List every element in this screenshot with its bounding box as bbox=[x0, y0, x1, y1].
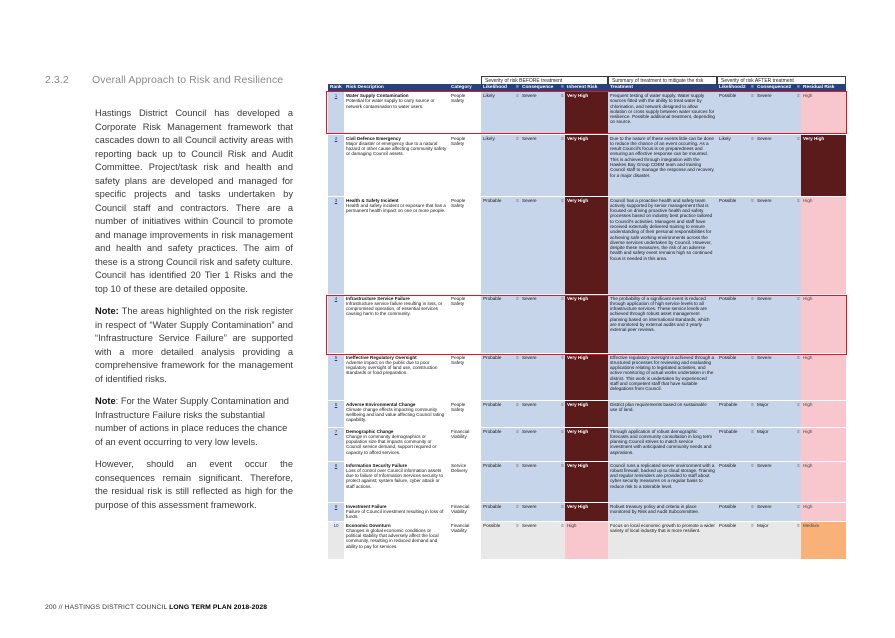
marker-cell: ≡ bbox=[514, 134, 520, 196]
note-text: The areas highlighted on the risk register in respect of “Water Supply Contamination” and “Infrastructure Service Failure” are supported with a more detailed analysis providing a comprehensive framework for the management of identified risks. bbox=[95, 306, 293, 384]
table-row bbox=[328, 502, 846, 521]
note-label: Note: bbox=[95, 306, 119, 316]
category-cell bbox=[449, 353, 481, 400]
table-row bbox=[328, 196, 846, 294]
consequence-cell bbox=[520, 196, 559, 294]
description-cell bbox=[344, 502, 449, 521]
likelihood-2-value: Probable bbox=[719, 401, 738, 407]
marker-cell: ≡ bbox=[795, 502, 801, 521]
treatment-text: Through application of robust demographic forecasts and community consultation in long term planning Council strives to match service investment with anticipated community needs and aspirations. bbox=[610, 428, 713, 455]
consequence-value: Severe bbox=[522, 135, 537, 141]
treatment-text: Robust treasury policy and criteria in place monitored by Risk and Audit Subcommittee. bbox=[610, 503, 700, 514]
consequence-value: Severe bbox=[522, 401, 537, 407]
likelihood-cell bbox=[481, 92, 514, 134]
category-value: Financial Viability bbox=[451, 522, 470, 533]
rank-number: 10 bbox=[333, 522, 339, 528]
treatment-cell bbox=[608, 92, 717, 134]
treatment-text: Effective regulatory oversight is achieved through a structured processes for reviewing and evaluating applications relating to legislated activities, and active monitoring of actual works undertaken in the district. This work is undertaken by experienced staff and competent staff that have suitable delegations from Council. bbox=[610, 354, 715, 392]
residual-risk-value: High bbox=[803, 295, 813, 301]
table-row bbox=[328, 92, 846, 134]
rank-number: 6 bbox=[334, 401, 338, 407]
risk-description: Health and safety incident or exposure that has a permanent health impact on one or more people. bbox=[346, 202, 446, 214]
inherent-risk-value: Very High bbox=[567, 135, 589, 141]
table-row bbox=[328, 353, 846, 400]
marker-cell: ≡ bbox=[514, 92, 520, 134]
marker-cell: ≡ bbox=[749, 427, 755, 461]
intro-paragraph: Hastings District Council has developed a Corporate Risk Management framework that cascades down to all Council activity areas with reporting back up to Council Risk and Audit Committee. Project/task risk and health and safety plans are developed and managed for specific projects and tasks undertaken by Council staff and contractors. There are a number of initiatives within Council to promote and manage improvements in risk management and health and safety practices. The aim of these is a strong Council risk and safety culture. Council has identified 20 Tier 1 Risks and the top 10 of these are detailed opposite. bbox=[95, 108, 293, 294]
marker-cell: ≡ bbox=[795, 427, 801, 461]
category-cell bbox=[449, 196, 481, 294]
marker-cell: ≡ bbox=[795, 294, 801, 353]
consequence-cell bbox=[520, 400, 559, 427]
consequence-2-cell bbox=[755, 92, 795, 134]
residual-risk-cell bbox=[801, 521, 846, 559]
rank-cell bbox=[328, 461, 344, 502]
marker-cell: ≡ bbox=[559, 134, 565, 196]
likelihood-cell bbox=[481, 294, 514, 353]
description-cell bbox=[344, 294, 449, 353]
consequence-value: Severe bbox=[522, 462, 537, 468]
table-row bbox=[328, 427, 846, 461]
likelihood-value: Probable bbox=[483, 354, 502, 360]
marker-cell: ≡ bbox=[795, 461, 801, 502]
inherent-risk-value: Very High bbox=[567, 197, 589, 203]
description-cell bbox=[344, 353, 449, 400]
treatment-cell bbox=[608, 196, 717, 294]
description-cell bbox=[344, 427, 449, 461]
risk-description: Adverse impact on the public due to poor regulatory oversight of land use, construction standards or food preparation. bbox=[346, 359, 438, 376]
marker-cell: ≡ bbox=[795, 134, 801, 196]
residual-risk-cell bbox=[801, 294, 846, 353]
section-title: Overall Approach to Risk and Resilience bbox=[92, 74, 284, 86]
marker-cell: ≡ bbox=[795, 353, 801, 400]
rank-cell bbox=[328, 502, 344, 521]
likelihood-2-cell bbox=[717, 196, 749, 294]
residual-risk-cell bbox=[801, 427, 846, 461]
consequence-2-cell bbox=[755, 353, 795, 400]
col-inherent-risk: Inherent Risk bbox=[565, 84, 608, 92]
rank-number: 4 bbox=[334, 295, 338, 301]
likelihood-2-value: Probable bbox=[719, 428, 738, 434]
residual-risk-value: High bbox=[803, 462, 813, 468]
table-row bbox=[328, 521, 846, 559]
rank-cell bbox=[328, 134, 344, 196]
page-footer bbox=[45, 604, 267, 611]
consequence-cell bbox=[520, 461, 559, 502]
inherent-risk-cell bbox=[565, 294, 608, 353]
residual-risk-cell bbox=[801, 461, 846, 502]
residual-risk-value: High bbox=[803, 428, 813, 434]
risk-title: Civil Defence Emergency bbox=[346, 135, 401, 141]
marker-cell: ≡ bbox=[514, 400, 520, 427]
inherent-risk-value: High bbox=[567, 522, 577, 528]
likelihood-2-value: Possible bbox=[719, 503, 737, 509]
group-before-treatment: Severity of risk BEFORE treatment bbox=[481, 76, 608, 84]
likelihood-value: Probable bbox=[483, 197, 502, 203]
treatment-text: Focus on local economic growth to promote a wider variety of local industry that is more resilient. bbox=[610, 522, 715, 533]
rank-number: 3 bbox=[334, 197, 338, 203]
likelihood-value: Probable bbox=[483, 428, 502, 434]
category-value: People Safety bbox=[451, 135, 466, 146]
rank-cell bbox=[328, 400, 344, 427]
category-cell bbox=[449, 400, 481, 427]
rank-number: 1 bbox=[334, 93, 338, 98]
group-treatment: Summary of treatment to mitigate the risk bbox=[608, 76, 717, 84]
consequence-2-cell bbox=[755, 400, 795, 427]
risk-title: Water Supply Contamination bbox=[346, 93, 409, 98]
category-cell bbox=[449, 134, 481, 196]
residual-risk-cell bbox=[801, 502, 846, 521]
marker-cell: ≡ bbox=[559, 521, 565, 559]
marker-cell: ≡ bbox=[749, 92, 755, 134]
risk-description: Major disaster or emergency due to a natural hazard or other cause affecting community safety or damaging Council assets. bbox=[346, 140, 447, 157]
treatment-cell bbox=[608, 461, 717, 502]
residual-risk-value: High bbox=[803, 197, 813, 203]
likelihood-2-cell bbox=[717, 427, 749, 461]
inherent-risk-cell bbox=[565, 353, 608, 400]
risk-title: Health & Safety Incident bbox=[346, 197, 399, 203]
consequence-value: Severe bbox=[522, 354, 537, 360]
consequence-2-cell bbox=[755, 134, 795, 196]
category-cell bbox=[449, 521, 481, 559]
col-filter: ≡ bbox=[516, 85, 519, 91]
inherent-risk-value: Very High bbox=[567, 295, 589, 301]
risk-title: Economic Downturn bbox=[346, 522, 391, 528]
consequence-2-cell bbox=[755, 502, 795, 521]
treatment-text: Council runs a replicated server environment with a robust firewall, backed up to cloud storage. Training and regular reminders are provided to staff about cyber security measures on a regular basis to reduce risk to a tolerable level. bbox=[610, 462, 715, 489]
likelihood-cell bbox=[481, 461, 514, 502]
category-cell bbox=[449, 92, 481, 134]
risk-description: Loss of control over Council information assets due to failure of Information Services security to protect against; system failure, cyber attack or staff actions. bbox=[346, 467, 444, 489]
category-value: Service Delivery bbox=[451, 462, 468, 473]
rank-number: 5 bbox=[334, 354, 338, 360]
marker-cell: ≡ bbox=[559, 400, 565, 427]
treatment-cell bbox=[608, 353, 717, 400]
category-cell bbox=[449, 461, 481, 502]
consequence-cell bbox=[520, 353, 559, 400]
likelihood-value: Probable bbox=[483, 462, 502, 468]
body-text bbox=[95, 107, 293, 521]
consequence-2-cell bbox=[755, 196, 795, 294]
col-treatment: Treatment bbox=[608, 84, 717, 92]
risk-title: Infrastructure Service Failure bbox=[346, 295, 410, 301]
risk-description: Potential for water supply to carry source or network contamination to water users. bbox=[346, 98, 435, 109]
risk-description: Changes in global economic conditions or political stability that adversely affect the local community, resulting in reduced demand and ability to pay for services. bbox=[346, 527, 439, 549]
rank-number: 9 bbox=[334, 503, 338, 509]
inherent-risk-cell bbox=[565, 502, 608, 521]
col-filter: ≡ bbox=[751, 85, 754, 91]
likelihood-cell bbox=[481, 502, 514, 521]
rank-cell bbox=[328, 92, 344, 134]
consequence-2-value: Major bbox=[757, 428, 769, 434]
marker-cell: ≡ bbox=[514, 427, 520, 461]
consequence-2-value: Severe bbox=[757, 135, 772, 141]
category-value: People Safety bbox=[451, 354, 466, 365]
inherent-risk-cell bbox=[565, 134, 608, 196]
consequence-value: Severe bbox=[522, 428, 537, 434]
marker-cell: ≡ bbox=[514, 196, 520, 294]
treatment-text: Council has a proactive health and safety team actively supported by senior management that is focused on driving proactive health and safety processes based on industry best practice tailored to Council's activities. Managers and staff have received externally delivered training to ensure understanding of their personal responsibilities for achieving safe working environments across the diverse services undertaken by Council. However, despite these measures, the risk of an adverse health and safety event remains high so continued focus is needed in this area. bbox=[610, 197, 713, 261]
category-value: People Safety bbox=[451, 401, 466, 412]
consequence-2-value: Severe bbox=[757, 197, 772, 203]
likelihood-2-cell bbox=[717, 502, 749, 521]
group-after-treatment: Severity of risk AFTER treatment bbox=[717, 76, 846, 84]
inherent-risk-value: Very High bbox=[567, 354, 589, 360]
risk-description: Change in community demographics or population size that impacts community or Council service demand, support required or capacity to afford services. bbox=[346, 433, 437, 455]
description-cell bbox=[344, 134, 449, 196]
marker-cell: ≡ bbox=[559, 502, 565, 521]
consequence-2-value: Severe bbox=[757, 354, 772, 360]
consequence-2-cell bbox=[755, 521, 795, 559]
likelihood-2-value: Possible bbox=[719, 93, 737, 98]
residual-risk-cell bbox=[801, 92, 846, 134]
likelihood-cell bbox=[481, 400, 514, 427]
marker-cell: ≡ bbox=[749, 400, 755, 427]
consequence-value: Severe bbox=[522, 93, 537, 98]
category-value: Financial Viability bbox=[451, 428, 470, 439]
category-value: Financial Viability bbox=[451, 503, 470, 514]
section-number: 2.3.2 bbox=[45, 74, 69, 86]
consequence-cell bbox=[520, 502, 559, 521]
description-cell bbox=[344, 92, 449, 134]
residual-risk-cell bbox=[801, 353, 846, 400]
likelihood-2-cell bbox=[717, 461, 749, 502]
likelihood-2-value: Possible bbox=[719, 522, 737, 528]
col-risk-description: Risk Description bbox=[344, 84, 449, 92]
category-value: People Safety bbox=[451, 295, 466, 306]
description-cell bbox=[344, 400, 449, 427]
risk-title: Adverse Environmental Change bbox=[346, 401, 416, 407]
rank-number: 8 bbox=[334, 462, 338, 468]
likelihood-cell bbox=[481, 427, 514, 461]
likelihood-2-value: Likely bbox=[719, 135, 731, 141]
col-filter: ≡ bbox=[797, 85, 800, 91]
section-heading bbox=[45, 74, 283, 86]
risk-title: Information Security Failure bbox=[346, 462, 408, 468]
likelihood-2-cell bbox=[717, 92, 749, 134]
consequence-2-value: Severe bbox=[757, 93, 772, 98]
rank-cell bbox=[328, 521, 344, 559]
footer-plan-title: LONG TERM PLAN 2018-2028 bbox=[169, 604, 268, 611]
note-paragraph-2 bbox=[95, 395, 293, 449]
marker-cell: ≡ bbox=[559, 294, 565, 353]
consequence-2-value: Major bbox=[757, 522, 769, 528]
likelihood-2-value: Possible bbox=[719, 462, 737, 468]
risk-description: Climate change effects impacting community wellbeing and land value affecting Council rating capability. bbox=[346, 406, 445, 423]
likelihood-value: Possible bbox=[483, 522, 501, 528]
marker-cell: ≡ bbox=[749, 294, 755, 353]
consequence-value: Severe bbox=[522, 197, 537, 203]
consequence-2-cell bbox=[755, 461, 795, 502]
consequence-cell bbox=[520, 521, 559, 559]
marker-cell: ≡ bbox=[795, 521, 801, 559]
risk-title: Demographic Change bbox=[346, 428, 394, 434]
rank-cell bbox=[328, 294, 344, 353]
marker-cell: ≡ bbox=[514, 353, 520, 400]
likelihood-2-value: Possible bbox=[719, 197, 737, 203]
marker-cell: ≡ bbox=[749, 353, 755, 400]
col-likelihood: Likelihood bbox=[481, 84, 514, 92]
treatment-cell bbox=[608, 502, 717, 521]
treatment-text: Frequent testing of water supply. Water supply sources fitted with the ability to treat water by chlorination, and network designed to allow isolation or cross supply between water sources for resilience. Possible additional treatment, depending on source. bbox=[610, 93, 715, 125]
category-value: People Safety bbox=[451, 93, 466, 104]
inherent-risk-cell bbox=[565, 427, 608, 461]
note-text: : For the Water Supply Contamination and Infrastructure Failure risks the substantial number of actions in place reduces the chance of an event occurring to very low levels. bbox=[95, 396, 289, 447]
group-header-row bbox=[328, 76, 846, 84]
treatment-cell bbox=[608, 427, 717, 461]
residual-risk-value: Very High bbox=[803, 135, 825, 141]
marker-cell: ≡ bbox=[559, 461, 565, 502]
marker-cell: ≡ bbox=[559, 427, 565, 461]
marker-cell: ≡ bbox=[514, 461, 520, 502]
risk-title: Investment Failure bbox=[346, 503, 387, 509]
note-label: Note bbox=[95, 396, 116, 406]
description-cell bbox=[344, 521, 449, 559]
likelihood-2-value: Possible bbox=[719, 354, 737, 360]
inherent-risk-value: Very High bbox=[567, 462, 589, 468]
likelihood-cell bbox=[481, 196, 514, 294]
risk-title: Ineffective Regulatory Oversight bbox=[346, 354, 417, 360]
footer-prefix: 200 // HASTINGS DISTRICT COUNCIL bbox=[45, 604, 170, 611]
inherent-risk-cell bbox=[565, 196, 608, 294]
consequence-cell bbox=[520, 92, 559, 134]
consequence-2-cell bbox=[755, 427, 795, 461]
likelihood-2-value: Possible bbox=[719, 295, 737, 301]
treatment-text: District plan requirements based on sustainable use of land. bbox=[610, 401, 707, 412]
residual-risk-value: Medium bbox=[803, 522, 820, 528]
inherent-risk-value: Very High bbox=[567, 401, 589, 407]
column-header-row bbox=[328, 84, 846, 92]
note-paragraph-1 bbox=[95, 305, 293, 386]
marker-cell: ≡ bbox=[514, 294, 520, 353]
likelihood-cell bbox=[481, 353, 514, 400]
consequence-value: Severe bbox=[522, 295, 537, 301]
consequence-2-value: Severe bbox=[757, 503, 772, 509]
col-consequence-2: Consequence2 bbox=[755, 84, 795, 92]
marker-cell: ≡ bbox=[514, 502, 520, 521]
likelihood-value: Likely bbox=[483, 135, 495, 141]
inherent-risk-value: Very High bbox=[567, 93, 589, 98]
marker-cell: ≡ bbox=[559, 92, 565, 134]
residual-risk-cell bbox=[801, 134, 846, 196]
table-row bbox=[328, 400, 846, 427]
category-cell bbox=[449, 294, 481, 353]
table-row bbox=[328, 294, 846, 353]
treatment-text: The probability of a significant event is reduced through application of high service levels to all infrastructure services. These service levels are achieved through robust asset management planning based on international standards, which are monitored by external audits and 3 yearly external peer reviews. bbox=[610, 295, 710, 333]
residual-risk-value: High bbox=[803, 503, 813, 509]
consequence-cell bbox=[520, 294, 559, 353]
risk-description: Infrastructure service failure resulting in loss, or compromised operation, of essential services causing harm to the community. bbox=[346, 300, 443, 317]
col-residual-risk: Residual Risk bbox=[801, 84, 846, 92]
marker-cell: ≡ bbox=[559, 196, 565, 294]
residual-risk-cell bbox=[801, 400, 846, 427]
col-filter: ≡ bbox=[561, 85, 564, 91]
consequence-value: Severe bbox=[522, 503, 537, 509]
risk-description: Failure of Council investment resulting in loss of funds. bbox=[346, 508, 444, 520]
marker-cell: ≡ bbox=[795, 92, 801, 134]
marker-cell: ≡ bbox=[749, 461, 755, 502]
inherent-risk-value: Very High bbox=[567, 428, 589, 434]
risk-table bbox=[328, 84, 846, 560]
likelihood-2-cell bbox=[717, 521, 749, 559]
likelihood-2-cell bbox=[717, 400, 749, 427]
marker-cell: ≡ bbox=[559, 353, 565, 400]
likelihood-value: Likely bbox=[483, 93, 495, 98]
likelihood-cell bbox=[481, 134, 514, 196]
consequence-cell bbox=[520, 427, 559, 461]
residual-risk-cell bbox=[801, 196, 846, 294]
col-rank: Rank bbox=[328, 84, 344, 92]
marker-cell: ≡ bbox=[795, 196, 801, 294]
marker-cell: ≡ bbox=[514, 521, 520, 559]
residual-risk-value: High bbox=[803, 93, 813, 98]
rank-cell bbox=[328, 427, 344, 461]
likelihood-value: Probable bbox=[483, 295, 502, 301]
consequence-2-value: Severe bbox=[757, 295, 772, 301]
rank-number: 2 bbox=[334, 135, 338, 141]
rank-number: 7 bbox=[334, 428, 338, 434]
marker-cell: ≡ bbox=[749, 134, 755, 196]
risk-register bbox=[328, 76, 846, 560]
treatment-text: Due to the nature of these events little can be done to reduce the chance of an event occurring. As a result Council's focus is on preparedness and ensuring an effective response can be mounted. This is achieved through integration with the Hawkes Bay Group CDEM team and training Council staff to manage the response and recovery for a major disaster. bbox=[610, 135, 714, 178]
marker-cell: ≡ bbox=[795, 400, 801, 427]
treatment-cell bbox=[608, 294, 717, 353]
table-row bbox=[328, 461, 846, 502]
consequence-cell bbox=[520, 134, 559, 196]
table-row bbox=[328, 134, 846, 196]
description-cell bbox=[344, 461, 449, 502]
risk-rows bbox=[328, 92, 846, 559]
treatment-cell bbox=[608, 400, 717, 427]
consequence-2-cell bbox=[755, 294, 795, 353]
likelihood-value: Probable bbox=[483, 401, 502, 407]
likelihood-2-cell bbox=[717, 294, 749, 353]
category-value: People Safety bbox=[451, 197, 466, 208]
inherent-risk-cell bbox=[565, 461, 608, 502]
inherent-risk-cell bbox=[565, 92, 608, 134]
description-cell bbox=[344, 196, 449, 294]
consequence-2-value: Major bbox=[757, 401, 769, 407]
marker-cell: ≡ bbox=[749, 502, 755, 521]
treatment-cell bbox=[608, 134, 717, 196]
likelihood-cell bbox=[481, 521, 514, 559]
likelihood-value: Probable bbox=[483, 503, 502, 509]
col-likelihood-2: Likelihood2 bbox=[717, 84, 749, 92]
rank-cell bbox=[328, 196, 344, 294]
category-cell bbox=[449, 502, 481, 521]
rank-cell bbox=[328, 353, 344, 400]
likelihood-2-cell bbox=[717, 134, 749, 196]
likelihood-2-cell bbox=[717, 353, 749, 400]
residual-risk-value: High bbox=[803, 401, 813, 407]
inherent-risk-value: Very High bbox=[567, 503, 589, 509]
residual-risk-value: High bbox=[803, 354, 813, 360]
closing-paragraph: However, should an event occur the consequences remain significant. Therefore, the residual risk is still reflected as high for the purpose of this assessment framework. bbox=[95, 459, 293, 510]
inherent-risk-cell bbox=[565, 400, 608, 427]
marker-cell: ≡ bbox=[749, 196, 755, 294]
marker-cell: ≡ bbox=[749, 521, 755, 559]
category-cell bbox=[449, 427, 481, 461]
col-category: Category bbox=[449, 84, 481, 92]
inherent-risk-cell bbox=[565, 521, 608, 559]
treatment-cell bbox=[608, 521, 717, 559]
consequence-2-value: Severe bbox=[757, 462, 772, 468]
consequence-value: Severe bbox=[522, 522, 537, 528]
col-consequence: Consequence bbox=[520, 84, 559, 92]
